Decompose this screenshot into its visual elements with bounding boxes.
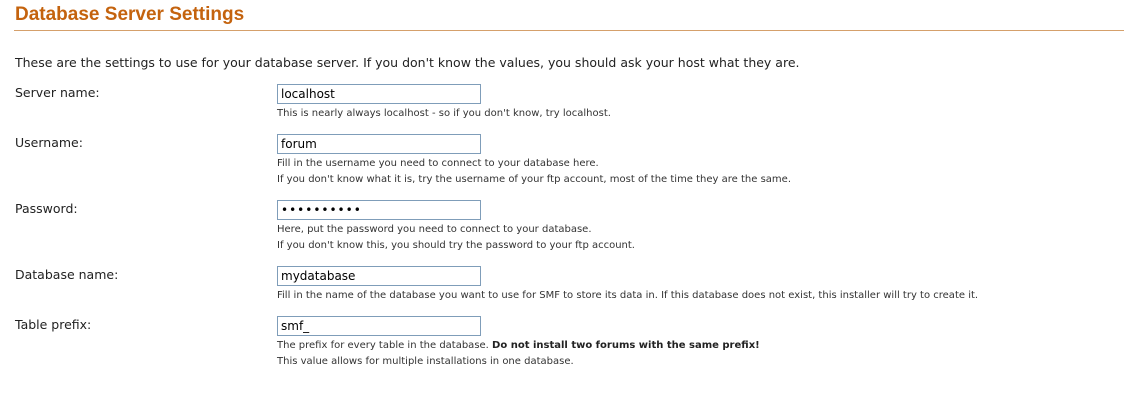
username-help-line-1: Fill in the username you need to connect to your database here. xyxy=(277,158,599,169)
database-name-input[interactable] xyxy=(277,266,481,286)
table-prefix-label: Table prefix: xyxy=(15,317,92,332)
database-name-help: Fill in the name of the database you want to use for SMF to store its data in. If this database does not exist, this installer will try to create it. xyxy=(277,290,979,301)
table-prefix-help-line-1 xyxy=(277,340,760,352)
server-name-help: This is nearly always localhost - so if you don't know, try localhost. xyxy=(277,108,611,119)
password-help-line-1: Here, put the password you need to connect to your database. xyxy=(277,224,592,235)
password-input[interactable] xyxy=(277,200,481,220)
username-input[interactable] xyxy=(277,134,481,154)
username-help-line-2: If you don't know what it is, try the username of your ftp account, most of the time they are the same. xyxy=(277,174,791,185)
table-prefix-help-text: The prefix for every table in the database. xyxy=(277,340,493,351)
table-prefix-help-line-2: This value allows for multiple installations in one database. xyxy=(277,356,574,367)
server-name-label: Server name: xyxy=(15,85,100,100)
intro-text: These are the settings to use for your database server. If you don't know the values, you should ask your host what they are. xyxy=(15,55,800,70)
password-label: Password: xyxy=(15,201,78,216)
title-divider xyxy=(14,30,1124,31)
server-name-input[interactable] xyxy=(277,84,481,104)
table-prefix-input[interactable] xyxy=(277,316,481,336)
page-title: Database Server Settings xyxy=(15,4,245,25)
password-help-line-2: If you don't know this, you should try the password to your ftp account. xyxy=(277,240,635,251)
database-name-label: Database name: xyxy=(15,267,119,282)
username-label: Username: xyxy=(15,135,83,150)
table-prefix-warning: Do not install two forums with the same prefix! xyxy=(492,340,760,351)
